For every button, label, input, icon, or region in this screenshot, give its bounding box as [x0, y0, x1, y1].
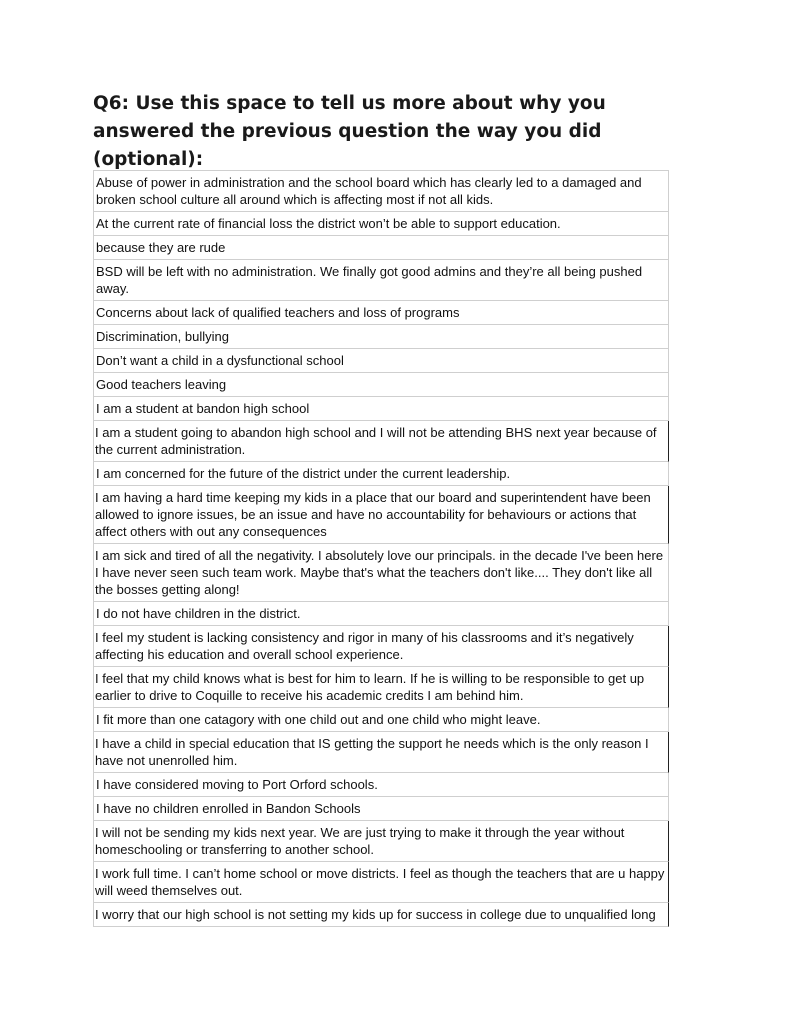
- response-row: Abuse of power in administration and the school board which has clearly led to a damaged and broken school culture all around which is affecting most if not all kids.: [94, 171, 668, 212]
- response-row: I feel that my child knows what is best for him to learn. If he is willing to be responsible to get up earlier to drive to Coquille to receive his academic credits I am behind him.: [94, 667, 669, 708]
- response-row: I do not have children in the district.: [94, 602, 668, 626]
- response-row: At the current rate of financial loss the district won’t be able to support education.: [94, 212, 668, 236]
- response-row: I have considered moving to Port Orford schools.: [94, 773, 668, 797]
- response-row: Concerns about lack of qualified teachers and loss of programs: [94, 301, 668, 325]
- response-row: I worry that our high school is not setting my kids up for success in college due to unqualified long: [94, 903, 669, 927]
- response-row: I feel my student is lacking consistency and rigor in many of his classrooms and it’s negatively affecting his education and overall school experience.: [94, 626, 669, 667]
- response-row: I work full time. I can’t home school or move districts. I feel as though the teachers that are u happy will weed themselves out.: [94, 862, 669, 903]
- response-row: Discrimination, bullying: [94, 325, 668, 349]
- response-row: I have no children enrolled in Bandon Schools: [94, 797, 668, 821]
- question-title: Q6: Use this space to tell us more about why you answered the previous question the way you did (optional):: [93, 93, 606, 170]
- response-row: I am concerned for the future of the district under the current leadership.: [94, 462, 668, 486]
- response-row: BSD will be left with no administration. We finally got good admins and they’re all being pushed away.: [94, 260, 668, 301]
- responses-table: [93, 170, 669, 927]
- response-row: I am a student going to abandon high school and I will not be attending BHS next year because of the current administration.: [94, 421, 669, 462]
- response-row: I am sick and tired of all the negativity. I absolutely love our principals. in the decade I've been here I have never seen such team work. Maybe that's what the teachers don't like.... They don't like all the bosses getting along!: [94, 544, 668, 602]
- response-row: Good teachers leaving: [94, 373, 668, 397]
- response-row: because they are rude: [94, 236, 668, 260]
- response-row: I have a child in special education that IS getting the support he needs which is the only reason I have not unenrolled him.: [94, 732, 669, 773]
- response-row: I will not be sending my kids next year. We are just trying to make it through the year without homeschooling or transferring to another school.: [94, 821, 669, 862]
- response-row: Don’t want a child in a dysfunctional school: [94, 349, 668, 373]
- response-row: I am a student at bandon high school: [94, 397, 668, 421]
- response-row: I fit more than one catagory with one child out and one child who might leave.: [94, 708, 668, 732]
- response-row: I am having a hard time keeping my kids in a place that our board and superintendent have been allowed to ignore issues, be an issue and have no accountability for behaviours or actions that affect others with out any consequences: [94, 486, 669, 544]
